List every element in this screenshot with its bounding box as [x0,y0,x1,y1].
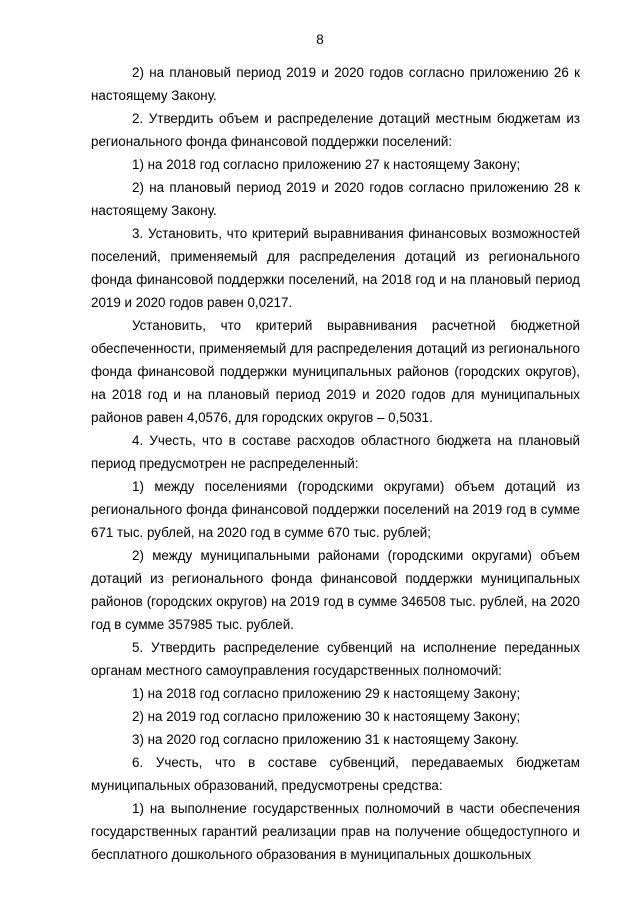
paragraph: 2) на плановый период 2019 и 2020 годов согласно приложению 26 к настоящему Закону. [91,65,580,103]
document-body [91,61,580,866]
paragraph: 1) между поселениями (городскими округами) объем дотаций из регионального фонда финансовой поддержки поселений на 2019 год в сумме 671 тыс. рублей, на 2020 год в сумме 670 тыс. рублей; [91,479,580,540]
paragraph: 2. Утвердить объем и распределение дотаций местным бюджетам из регионального фонда финансовой поддержки поселений: [91,111,580,149]
paragraph: 3. Установить, что критерий выравнивания финансовых возможностей поселений, применяемый для распределения дотаций из регионального фонда финансовой поддержки поселений, на 2018 год и на плановый период 2019 и 2020 годов равен 0,0217. [91,226,580,310]
page-number: 8 [316,32,324,47]
paragraph: Установить, что критерий выравнивания расчетной бюджетной обеспеченности, применяемый для распределения дотаций из регионального фонда финансовой поддержки муниципальных районов (городских округов), на 2018 год и на плановый период 2019 и 2020 годов для муниципальных районов равен 4,0576, для городских округов – 0,5031. [91,318,580,425]
paragraph: 4. Учесть, что в составе расходов областного бюджета на плановый период предусмотрен не распределенный: [91,433,580,471]
paragraph: 5. Утвердить распределение субвенций на исполнение переданных органам местного самоуправления государственных полномочий: [91,640,580,678]
paragraph: 2) на 2019 год согласно приложению 30 к настоящему Закону; [132,709,521,724]
paragraph: 1) на 2018 год согласно приложению 27 к настоящему Закону; [132,157,521,172]
paragraph: 2) между муниципальными районами (городскими округами) объем дотаций из регионального фонда финансовой поддержки муниципальных районов (городских округов) на 2019 год в сумме 346508 тыс. рублей, на 2020 год в сумме 357985 тыс. рублей. [91,548,580,632]
paragraph: 3) на 2020 год согласно приложению 31 к настоящему Закону. [132,732,519,747]
paragraph: 2) на плановый период 2019 и 2020 годов согласно приложению 28 к настоящему Закону. [91,180,580,218]
paragraph: 1) на 2018 год согласно приложению 29 к настоящему Закону; [132,686,521,701]
paragraph: 6. Учесть, что в составе субвенций, передаваемых бюджетам муниципальных образований, предусмотрены средства: [91,755,580,793]
paragraph: 1) на выполнение государственных полномочий в части обеспечения государственных гарантий реализации прав на получение общедоступного и бесплатного дошкольного образования в муниципальных дошкольных [91,801,580,862]
